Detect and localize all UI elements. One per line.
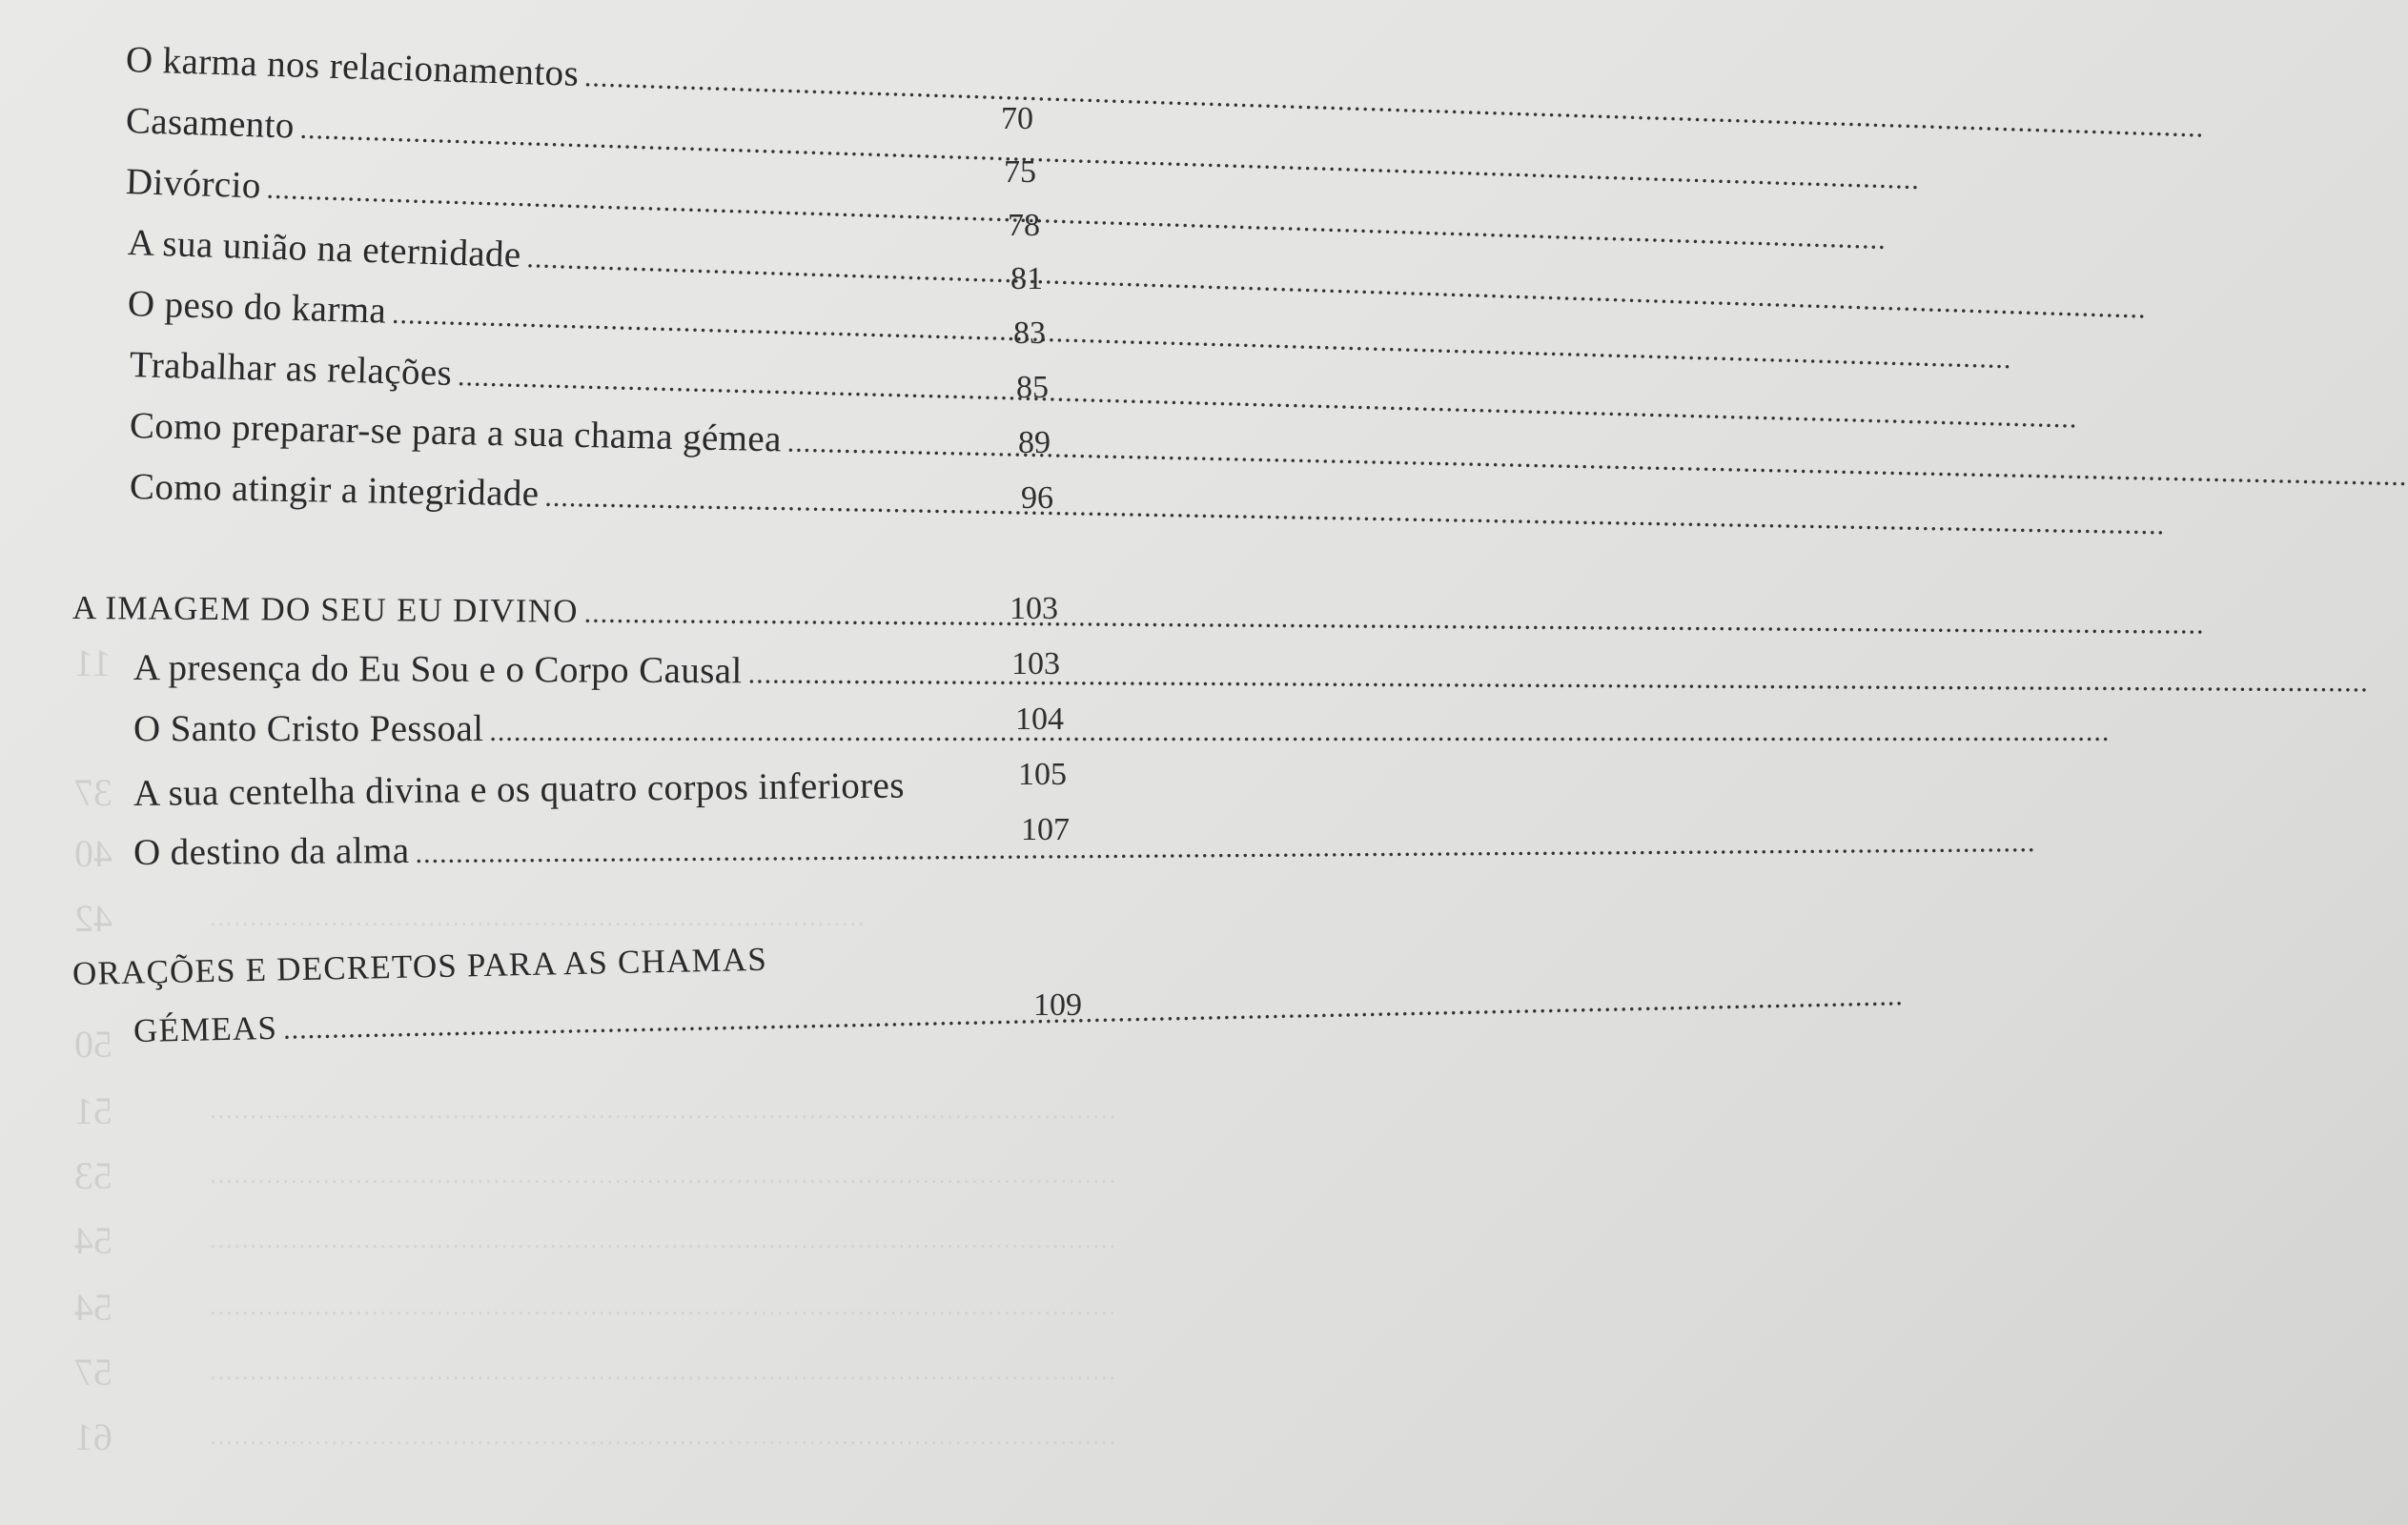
section-title-line1: ORAÇÕES E DECRETOS PARA AS CHAMAS bbox=[71, 940, 768, 992]
toc-entry bbox=[125, 99, 938, 168]
dot-leader bbox=[584, 598, 2205, 641]
ghost-mark: 37 bbox=[74, 771, 112, 814]
ghost-mark: 54 bbox=[74, 1286, 112, 1329]
toc-entry bbox=[130, 465, 950, 522]
section-page: 103 bbox=[1010, 591, 1058, 626]
toc-entry-title: A sua união na eternidade bbox=[127, 222, 522, 275]
toc-entry-page: 78 bbox=[1008, 208, 1040, 243]
toc-entry-page: 75 bbox=[1004, 154, 1036, 190]
toc-entry-title: Como atingir a integridade bbox=[129, 466, 540, 515]
ghost-mark: 53 bbox=[74, 1154, 112, 1197]
toc-entry-page: 89 bbox=[1018, 425, 1051, 460]
toc-entry bbox=[127, 221, 940, 290]
toc-entry-title: Trabalhar as relações bbox=[129, 344, 453, 394]
ghost-mark: 42 bbox=[74, 897, 112, 940]
section-title: A IMAGEM DO SEU EU DIVINO bbox=[71, 589, 579, 630]
toc-entry-title: O Santo Cristo Pessoal bbox=[133, 708, 484, 749]
toc-entry bbox=[133, 825, 965, 874]
ghost-leader: ................................................................................. bbox=[210, 904, 867, 931]
toc-entry-title: A presença do Eu Sou e o Corpo Causal bbox=[133, 647, 743, 692]
toc-entry bbox=[133, 763, 982, 815]
ghost-leader: ................................................................................................................ bbox=[210, 1357, 1117, 1385]
toc-entry-title: Como preparar-se para a sua chama gémea bbox=[129, 405, 783, 460]
dot-leader bbox=[489, 716, 2110, 748]
dot-leader bbox=[748, 658, 2369, 699]
toc-section-heading-cont bbox=[133, 995, 973, 1050]
toc-entry bbox=[133, 646, 957, 694]
ghost-leader: ................................................................................................................ bbox=[210, 1161, 1117, 1189]
toc-entry-title: O peso do karma bbox=[127, 283, 387, 332]
toc-entry-title: Casamento bbox=[125, 100, 296, 147]
toc-entry-page: 70 bbox=[1001, 101, 1033, 136]
ghost-mark: 61 bbox=[74, 1415, 112, 1458]
ghost-leader: ................................................................................................................ bbox=[210, 1422, 1117, 1450]
ghost-mark: 40 bbox=[74, 832, 112, 875]
ghost-mark: 51 bbox=[74, 1089, 112, 1132]
toc-entry-page: 96 bbox=[1021, 480, 1053, 516]
toc-entry-title: O destino da alma bbox=[133, 829, 410, 873]
toc-entry bbox=[125, 38, 938, 107]
toc-entry bbox=[129, 343, 944, 407]
toc-entry-title: A sua centelha divina e os quatro corpos inferiores bbox=[133, 764, 906, 814]
section-page: 109 bbox=[1033, 987, 1082, 1023]
toc-entry-page: 104 bbox=[1015, 702, 1064, 737]
toc-entry-page: 83 bbox=[1013, 315, 1046, 351]
dot-leader bbox=[283, 980, 1904, 1047]
ghost-mark: 57 bbox=[74, 1351, 112, 1393]
toc-entry-title: O karma nos relacionamentos bbox=[125, 39, 580, 94]
toc-entry-title: Divórcio bbox=[125, 161, 262, 207]
toc-entry-page: 81 bbox=[1010, 261, 1043, 296]
ghost-mark: 50 bbox=[74, 1023, 112, 1066]
toc-entry bbox=[133, 707, 959, 750]
dot-leader bbox=[415, 826, 2035, 870]
ghost-leader: ................................................................................................................ bbox=[210, 1096, 1117, 1124]
ghost-mark: 11 bbox=[74, 641, 112, 684]
toc-entry-page: 105 bbox=[1018, 757, 1067, 792]
ghost-leader: ................................................................................................................ bbox=[210, 1226, 1117, 1253]
toc-entry-page: 85 bbox=[1016, 370, 1049, 405]
toc-entry bbox=[130, 404, 949, 464]
section-title-line2: GÉMEAS bbox=[133, 1008, 278, 1049]
toc-entry-page: 107 bbox=[1021, 812, 1070, 847]
dot-leader bbox=[544, 481, 2165, 542]
ghost-mark: 54 bbox=[74, 1219, 112, 1262]
toc-page bbox=[0, 0, 1144, 1525]
ghost-leader: ................................................................................................................ bbox=[210, 1292, 1117, 1320]
toc-entry bbox=[127, 282, 942, 348]
toc-entry-page: 103 bbox=[1011, 646, 1060, 681]
toc-entry bbox=[125, 160, 938, 229]
toc-section-heading bbox=[72, 589, 954, 633]
toc-section-heading bbox=[72, 941, 768, 993]
